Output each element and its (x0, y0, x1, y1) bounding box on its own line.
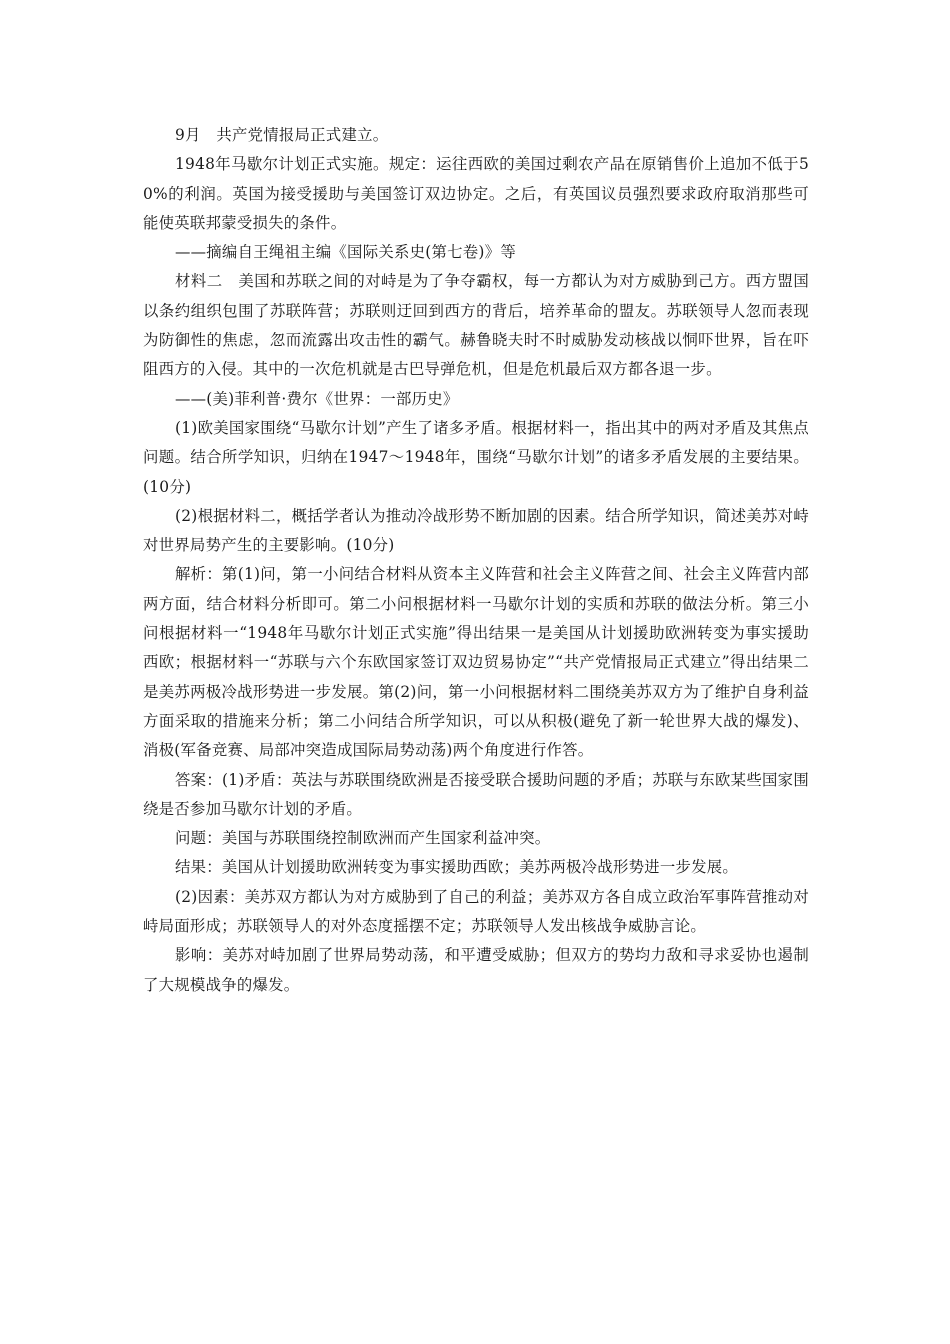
material-two-paragraph: 材料二 美国和苏联之间的对峙是为了争夺霸权，每一方都认为对方威胁到己方。西方盟国以条约组织包围了苏联阵营；苏联则迂回到西方的背后，培养革命的盟友。苏联领导人忽而表现为防御性的焦虑，忽而流露出攻击性的霸气。赫鲁晓夫时不时威胁发动核战以恫吓世界，旨在吓阻西方的入侵。其中的一次危机就是古巴导弹危机，但是危机最后双方都各退一步。 (143, 272, 809, 379)
timeline-entry-september: 9月 共产党情报局正式建立。 (175, 126, 389, 144)
question-two: (2)根据材料二，概括学者认为推动冷战形势不断加剧的因素。结合所学知识，简述美苏对峙对世界局势产生的主要影响。(10分) (143, 506, 809, 555)
answer-impact: 影响：美苏对峙加剧了世界局势动荡，和平遭受威胁；但双方的势均力敌和寻求妥协也遏制了大规模战争的爆发。 (143, 946, 809, 994)
answer-factors: (2)因素：美苏双方都认为对方威胁到了自己的利益；美苏双方各自成立政治军事阵营推动对峙局面形成；苏联领导人的对外态度摇摆不定；苏联领导人发出核战争威胁言论。 (143, 887, 809, 936)
question-one: (1)欧美国家围绕“马歇尔计划”产生了诸多矛盾。根据材料一，指出其中的两对矛盾及其焦点问题。结合所学知识，归纳在1947～1948年，围绕“马歇尔计划”的诸多矛盾发展的主要结果。(10分) (143, 418, 809, 496)
source-citation-material-one: ——摘编自王绳祖主编《国际关系史(第七卷)》等 (175, 243, 516, 262)
answer-issue: 问题：美国与苏联围绕控制欧洲而产生国家利益冲突。 (175, 829, 551, 848)
analysis-paragraph: 解析：第(1)问，第一小问结合材料从资本主义阵营和社会主义阵营之间、社会主义阵营内部两方面，结合材料分析即可。第二小问根据材料一马歇尔计划的实质和苏联的做法分析。第三小问根据材料一“1948年马歇尔计划正式实施”得出结果一是美国从计划援助欧洲转变为事实援助西欧；根据材料一“苏联与六个东欧国家签订双边贸易协定”“共产党情报局正式建立”得出结果二是美苏两极冷战形势进一步发展。第(2)问，第一小问根据材料二围绕美苏双方为了维护自身利益方面采取的措施来分析；第二小问结合所学知识，可以从积极(避免了新一轮世界大战的爆发)、消极(军备竞赛、局部冲突造成国际局势动荡)两个角度进行作答。 (143, 565, 809, 760)
document-body (143, 121, 809, 1000)
source-citation-material-two: ——(美)菲利普·费尔《世界：一部历史》 (175, 389, 459, 408)
answer-contradictions: 答案：(1)矛盾：英法与苏联围绕欧洲是否接受联合援助问题的矛盾；苏联与东欧某些国家围绕是否参加马歇尔计划的矛盾。 (143, 770, 809, 818)
timeline-entry-1948: 1948年马歇尔计划正式实施。规定：运往西欧的美国过剩农产品在原销售价上追加不低于50%的利润。英国为接受援助与美国签订双边协定。之后，有英国议员强烈要求政府取消那些可能使英联邦蒙受损失的条件。 (143, 155, 809, 232)
answer-result: 结果：美国从计划援助欧洲转变为事实援助西欧；美苏两极冷战形势进一步发展。 (175, 858, 739, 877)
